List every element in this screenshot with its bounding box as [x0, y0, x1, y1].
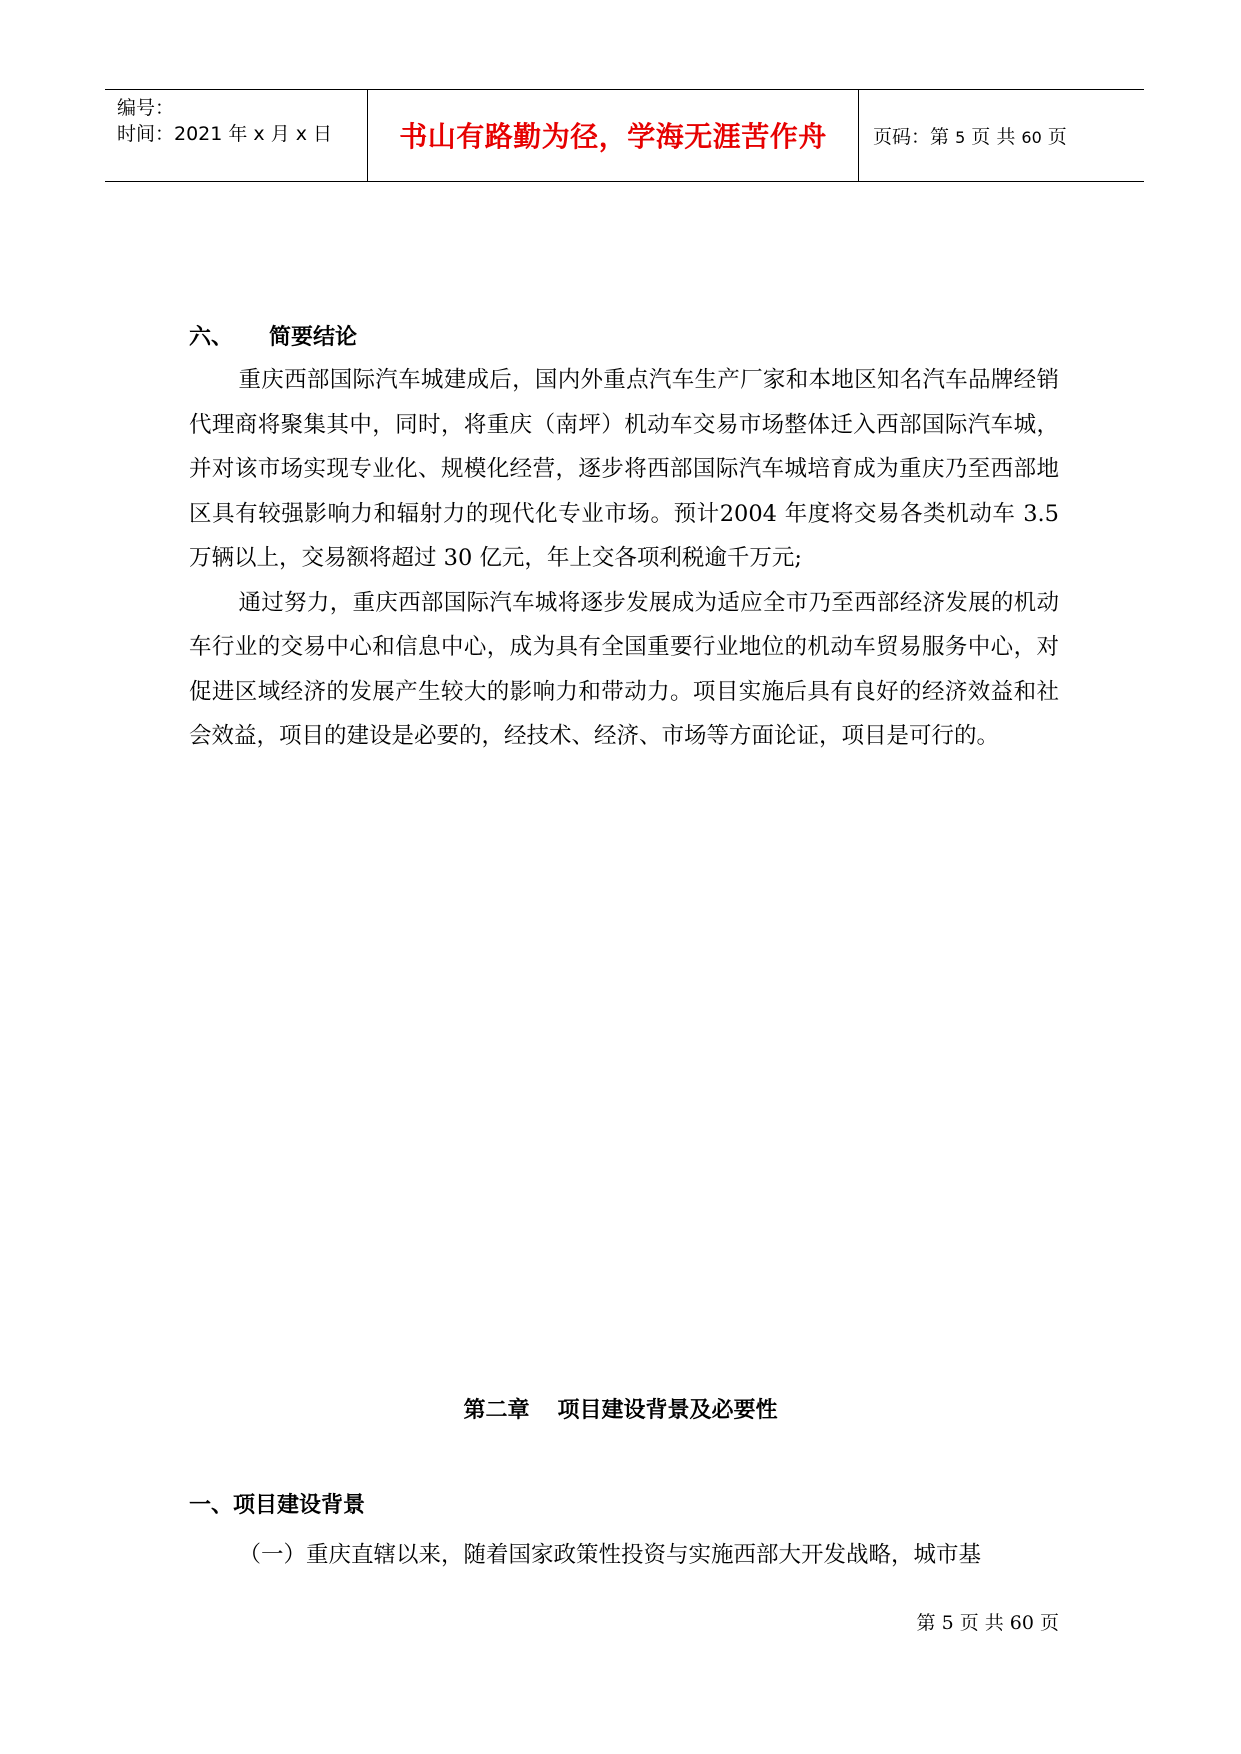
header-motto-cell — [368, 90, 859, 181]
page-footer: 第 5 页 共 60 页 — [916, 1612, 1059, 1634]
section-six-number: 六、 — [189, 325, 234, 350]
page-suffix: 页 — [1047, 126, 1067, 148]
header-motto: 书山有路勤为径，学海无涯苦作舟 — [399, 120, 827, 153]
page-prefix: 页码：第 — [873, 126, 950, 148]
page-header — [105, 89, 1144, 182]
section-six-paragraph-1: 重庆西部国际汽车城建成后，国内外重点汽车生产厂家和本地区知名汽车品牌经销代理商将聚集其中，同时，将重庆（南坪）机动车交易市场整体迁入西部国际汽车城，并对该市场实现专业化、规模化经营，逐步将西部国际汽车城培育成为重庆乃至西部地区具有较强影响力和辐射力的现代化专业市场。预计2004 年度将交易各类机动车 3.5 万辆以上，交易额将超过 30 亿元，年上交各项利税逾千万元; — [189, 367, 1059, 571]
section-one-paragraph: （一）重庆直辖以来，随着国家政策性投资与实施西部大开发战略，城市基 — [238, 1542, 982, 1568]
header-page-number — [873, 122, 1067, 149]
section-six-heading — [189, 318, 1059, 358]
chapter-title: 项目建设背景及必要性 — [557, 1398, 778, 1423]
page-current: 5 — [955, 128, 966, 147]
section-six-paragraph-2: 通过努力，重庆西部国际汽车城将逐步发展成为适应全市乃至西部经济发展的机动车行业的交易中心和信息中心，成为具有全国重要行业地位的机动车贸易服务中心，对促进区域经济的发展产生较大的影响力和带动力。项目实施后具有良好的经济效益和社会效益，项目的建设是必要的，经技术、经济、市场等方面论证，项目是可行的。 — [189, 589, 1059, 749]
section-one-heading: 一、项目建设背景 — [189, 1493, 366, 1518]
page-total: 60 — [1021, 128, 1042, 147]
header-meta-cell — [105, 90, 368, 181]
chapter-number: 第二章 — [463, 1398, 530, 1423]
page-mid: 页 共 — [971, 126, 1016, 148]
date-label: 时间：2021 年 x 月 x 日 — [117, 123, 333, 145]
section-six-title: 简要结论 — [269, 325, 358, 350]
section-six — [189, 318, 1059, 759]
serial-number-label: 编号： — [117, 97, 175, 119]
header-page-cell — [859, 90, 1144, 181]
chapter-two-heading — [0, 1393, 1241, 1424]
